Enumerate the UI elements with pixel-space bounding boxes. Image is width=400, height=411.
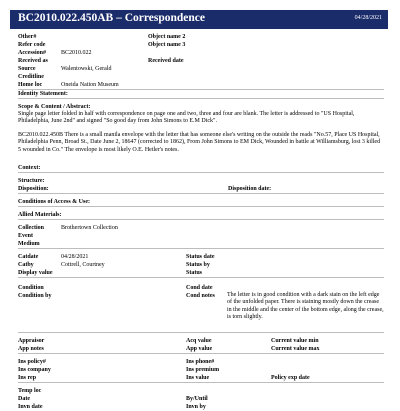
refer-code-label: Refer code <box>18 42 46 48</box>
catby-value: Cottrell, Courtney <box>61 262 105 269</box>
home-loc-value: Oneida Nation Museum <box>61 82 119 88</box>
ins-premium-label: Ins premium <box>186 367 220 374</box>
collection-label: Collection <box>18 225 44 232</box>
app-value-label: App value <box>186 346 213 353</box>
record-title: BC2010.022.450AB – Correspondence <box>18 12 205 24</box>
disposition-label: Disposition: <box>18 186 49 193</box>
title-bar <box>10 10 388 29</box>
object-name-3-label: Object name 3 <box>148 42 186 48</box>
status-by-label: Status by <box>186 262 210 269</box>
context-heading: Context: <box>18 164 384 173</box>
ins-rep-label: Ins rep <box>18 375 37 382</box>
app-notes-label: App notes <box>18 346 44 353</box>
disposition-date-label: Disposition date: <box>228 186 272 193</box>
scope-paragraph-1: Single page letter folded in half with correspondence on page one and two, three and four are blank. The letter is addressed to "US Hospital, Philadelphia, June 2nd" and signed "So good day from John Simons to E.M Dick". <box>18 111 355 125</box>
structure-label: Structure: <box>18 178 45 185</box>
source-value: Walentowski, Gerald <box>61 66 112 72</box>
creditline-label: Creditline <box>18 74 44 80</box>
ins-company-label: Ins company <box>18 367 51 374</box>
temp-loc-label: Temp loc <box>18 388 42 395</box>
received-as-label: Received as <box>18 58 48 64</box>
ins-value-label: Ins value <box>186 375 210 382</box>
collection-value: Brothertown Collection <box>61 225 118 232</box>
allied-materials-heading: Allied Materials: <box>18 211 384 220</box>
condition-label: Condition <box>18 285 44 292</box>
by-until-label: By/Until <box>186 396 208 403</box>
catdate-label: Catdate <box>18 254 39 261</box>
current-value-max-label: Current value max <box>271 346 320 353</box>
scope-content-heading: Scope & Content / Abstract: <box>18 104 91 110</box>
record-content <box>18 33 384 411</box>
source-label: Source <box>18 66 36 72</box>
identity-statement-heading: Identity Statement: <box>18 90 384 99</box>
cond-notes-label: Cond notes <box>186 293 215 300</box>
invn-date-label: Invn date <box>18 404 43 411</box>
status-label: Status <box>186 270 203 277</box>
display-value-label: Display value <box>18 270 53 277</box>
acq-value-label: Acq value <box>186 338 212 345</box>
accession-label: Accession# <box>18 50 46 56</box>
received-date-label: Received date <box>148 58 184 64</box>
scope-paragraph-2: BC2010.022.450B There is a small manila envelope with the letter that has someone else's writing on the outside the reads "No.57, Place US Hospital, Philadelphia Penn, Broad St., Date June 2, 18647 (corrected to 1862), From John Simons to EM Dick, Wounded in battle at Williamsburg, lost 3 killed 5 wounded in Co." The envelope is most likely O.E. Hetler's notes. <box>18 131 381 153</box>
catdate-value: 04/28/2021 <box>61 254 89 261</box>
home-loc-label: Home loc <box>18 82 43 88</box>
catby-label: Catby <box>18 262 34 269</box>
object-name-2-label: Object name 2 <box>148 34 186 40</box>
cond-date-label: Cond date <box>186 285 213 292</box>
medium-label: Medium <box>18 241 40 248</box>
condition-by-label: Condition by <box>18 293 52 300</box>
current-value-min-label: Current value min <box>271 338 319 345</box>
status-date-label: Status date <box>186 254 215 261</box>
appraisor-label: Appraisor <box>18 338 45 345</box>
ins-policy-label: Ins policy# <box>18 359 46 366</box>
policy-exp-date-label: Policy exp date <box>271 375 310 382</box>
other-number-label: Other# <box>18 34 37 40</box>
conditions-access-heading: Conditions of Access & Use: <box>18 198 384 207</box>
cond-notes-value: The letter is in good condition with a dark stain on the left edge of the unfolded paper. There is staining mostly down the crease in the middle and the center of the bottom edge, along the crease, is torn slightly. <box>227 292 384 321</box>
event-label: Event <box>18 233 33 240</box>
accession-value: BC2010.022 <box>61 50 92 56</box>
date-label: Date <box>18 396 30 403</box>
print-date: 04/28/2021 <box>354 15 382 21</box>
ins-phone-label: Ins phone# <box>186 359 215 366</box>
invn-by-label: Invn by <box>186 404 206 411</box>
